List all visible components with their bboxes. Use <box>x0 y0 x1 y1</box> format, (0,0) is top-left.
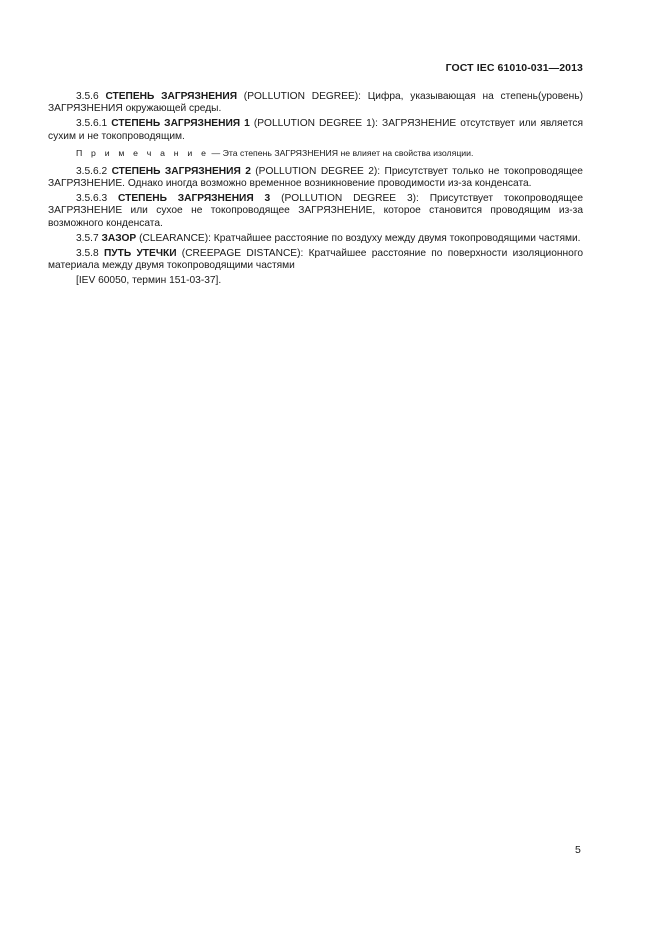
clause-3-5-7 <box>48 233 583 245</box>
clause-number: 3.5.6.1 <box>76 118 108 130</box>
note-dash: — <box>209 147 223 158</box>
clause-term: СТЕПЕНЬ ЗАГРЯЗНЕНИЯ <box>105 91 238 102</box>
clause-term: ЗАЗОР <box>101 232 137 244</box>
page-number: 5 <box>575 844 581 856</box>
clause-3-5-6-3 <box>48 193 583 230</box>
clause-text: (POLLUTION DEGREE): Цифра, указывающая на степень(уровень) ЗАГРЯЗНЕНИЯ окружающей среды. <box>48 91 583 115</box>
clause-number: 3.5.7 <box>76 232 99 244</box>
clause-3-5-8 <box>48 248 583 272</box>
clause-text: (CREEPAGE DISTANCE): Кратчайшее расстояние по поверхности изоляционного материала между двумя токопроводящими частями <box>48 248 583 272</box>
clause-term: ПУТЬ УТЕЧКИ <box>103 248 177 260</box>
clause-3-5-6 <box>48 91 583 115</box>
clause-text: (CLEARANCE): Кратчайшее расстояние по воздуху между двумя токопроводящими частями. <box>136 232 581 244</box>
clause-number: 3.5.8 <box>76 248 99 260</box>
clause-text: (POLLUTION DEGREE 1): ЗАГРЯЗНЕНИЕ отсутствует или является сухим и не токопроводящим. <box>48 118 583 142</box>
clause-term: СТЕПЕНЬ ЗАГРЯЗНЕНИЯ 2 <box>111 165 251 177</box>
clause-3-5-6-2 <box>48 166 583 190</box>
document-body <box>48 91 583 288</box>
note-label: П р и м е ч а н и е <box>76 147 210 158</box>
clause-number: 3.5.6.3 <box>76 193 108 205</box>
clause-text: (POLLUTION DEGREE 3): Присутствует токопроводящее ЗАГРЯЗНЕНИЕ или сухое не токопроводящее ЗАГРЯЗНЕНИЕ, которое становится проводящим из-за возможного конденсата. <box>48 193 583 229</box>
clause-text: (POLLUTION DEGREE 2): Присутствует только не токопроводящее ЗАГРЯЗНЕНИЕ. Однако иногда возможно временное возникновение проводимости из-за конденсата. <box>48 165 583 190</box>
note-text: Эта степень ЗАГРЯЗНЕНИЯ не влияет на свойства изоляции. <box>222 147 474 158</box>
clause-term: СТЕПЕНЬ ЗАГРЯЗНЕНИЯ 1 <box>111 118 250 130</box>
standard-header: ГОСТ IEC 61010-031—2013 <box>445 62 583 74</box>
clause-3-5-6-1 <box>48 118 583 142</box>
clause-number: 3.5.6.2 <box>76 165 108 177</box>
clause-term: СТЕПЕНЬ ЗАГРЯЗНЕНИЯ 3 <box>118 193 271 205</box>
clause-number: 3.5.6 <box>76 91 99 102</box>
reference: [IEV 60050, термин 151-03-37]. <box>76 275 222 287</box>
note <box>48 147 583 159</box>
